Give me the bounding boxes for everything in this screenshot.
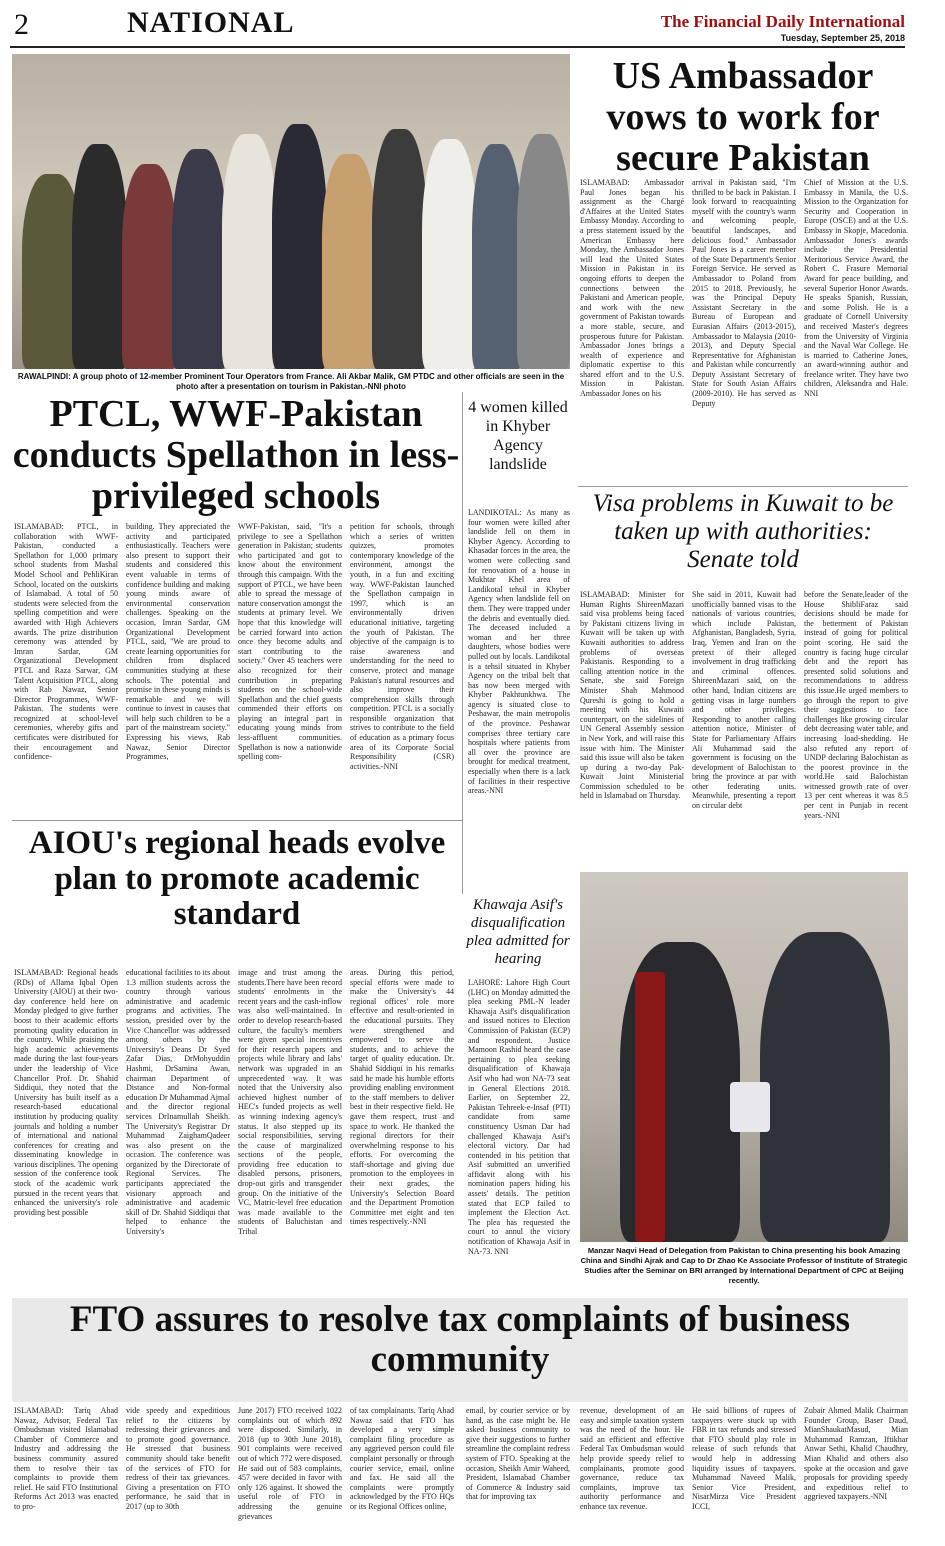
column-divider: [462, 392, 463, 894]
ptcl-col-1: ISLAMABAD: PTCL, in collaboration with WWF-Pakistan, conducted a Spellathon for 1,000 primary school students from Mashal Model School and PehliKiran School, located on the outskirts of Islamabad. A total of 50 students were selected from the spelling competition and were awarded with High Achievers awards. The prize distribution ceremony was attended by Imran Sardar, GM Organizational Development PTCL and Raza Sarwar, GM Talent Acquisition PTCL, along with Rab Nawaz, Senior Director Programmes, WWF-Pakistan. The students were recognized at school-level ceremonies, whereby gifts and certificates were distributed for their encouragement and confidence-: [14, 522, 118, 762]
kuwait-headline: Visa problems in Kuwait to be taken up with authorities: Senate told: [592, 490, 894, 573]
section-title: NATIONAL: [127, 6, 295, 39]
kuwait-col-2: She said in 2011, Kuwait had unofficially banned visas to the nationals of various countries, which include Pakistan, Afghanistan, Bangladesh, Syria, Iraq, Yemen and Iran on the pretext of their alleged involvement in drug trafficking and criminal offences. ShireenMazari said, on the other hand, Indian citizens are getting visas in large numbers and other privileges. Responding to another calling attention notice, Minister of State for Parliamentary Affairs Ali Muhammad said the government is focusing on the development of Balochistan to bring the province at par with other federating units. Meanwhile, presenting a report on circular debt: [692, 590, 796, 811]
paper-title: The Financial Daily International: [660, 12, 905, 31]
ptcl-col-3: WWF-Pakistan, said, "It's a privilege to see a Spellathon generation in Pakistan; students who participated and got to know about the environment through this campaign. With the support of PTCL, we have been able to spread the message of nature conservation amongst the students at primary level. We hope that this knowledge will be carried forward into action once they become adults and start contributing to the society." Over 45 teachers were also recognized for their contribution in preparing students on the school-wide Spellathon and the chief guests commended their efforts on playing an integral part in educating young minds from less-affluent communities. Spellathon is now a nationwide spelling com-: [238, 522, 342, 762]
fto-col-3: June 2017) FTO received 1022 complaints out of which 892 were disposed. Similarly, in 2018 (up to 30th June 2018), 901 complaints were received out of which 772 were disposed. He said out of 583 complaints, 457 were decided in favor with only 126 against. It showed the useful role of FTO in addressing the genuine grievances: [238, 1406, 342, 1521]
fto-col-8: Zubair Ahmed Malik Chairman Founder Group, Baser Daud, MianShaukatMasud, Mian Muhammad Ramzan, Iftikhar Anwar Sethi, Khalid Chaudhry, Mian Khalid and others also spoke at the occasion and gave proposals for providing speedy and expeditious relief to aggrieved taxpayers.-NNI: [804, 1406, 908, 1502]
group-photo: [12, 54, 570, 369]
aiou-col-2: educational facilities to its about 1.3 million students across the country through various administrative and academic programs and activities. The session, presided over by the Vice Chancellor was addressed among others by the University's Deans Dr Syed Zafar Dias, DrMohyuddin Hashmi, DrSamina Awan, chairman Department of Distance and Non-formal education Dr Muhammad Ajmal and the director regional services DrInamullah Sheikh. The University's Registrar Dr Muhammad ZaighamQadeer was also present on the occasion. The conference was organized by the Directorate of Regional Services. The participants appreciated the visionary approach and administrative and academic skill of Dr. Shahid Siddiqui that helped to enhance the University's: [126, 968, 230, 1237]
fto-headline: FTO assures to resolve tax complaints of business community: [69, 1299, 851, 1380]
aiou-col-4: areas. During this period, special efforts were made to make the University's 44 regional offices' role more effective and result-oriented in the educational pursuits. They were strengthened and empowered to serve the students, and to achieve the target of quality education. Dr. Shahid Siddiqui in his remarks said he made his humble efforts providing enabling environment to the staff members to deliver best in their respective field. He gave them respect, trust and space to work. He thanked the regional directors for their overwhelming response to his efforts. For overcoming the staff-shortage and giving due promotion to the employees in their next grades, the University's Selection Board and the Department Promotion Committee met eight and ten times respectively.-NNI: [350, 968, 454, 1227]
fto-col-1: ISLAMABAD: Tariq Ahad Nawaz, Advisor, Federal Tax Ombudsman visited Islamabad Chamber of Commerce and Industry and addressing the business community assured them to resolve their tax complaints to provide them relief. He said FTO Institutional Reforms Act 2013 was enacted to pro-: [14, 1406, 118, 1511]
fto-col-7: He said billions of rupees of taxpayers were stuck up with FBR in tax refunds and stressed that FTO should play role in release of such refunds that would help in addressing liquidity issues of taxpayers. Muhammad Naveed Malik, Senior Vice President, NisarMirza Vice President ICCI,: [692, 1406, 796, 1511]
fto-col-6: revenue, development of an easy and simple taxation system was the need of the hour. He said an efficient and effective Federal Tax Ombudsman would help provide speedy relief to complainants, promote good governance, reduce tax complaints, improve tax authority performance and enhance tax revenue.: [580, 1406, 684, 1511]
masthead: [0, 0, 945, 48]
khawaja-headline: Khawaja Asif's disqualification plea admitted for hearing: [466, 897, 570, 967]
fto-col-4: of tax complainants. Tariq Ahad Nawaz said that FTO has developed a very simple complaint filing procedure as any aggrieved person could file complaint personally or through courier service, email, online and fax. He said all the complaints were promptly acknowledged by the FTO HQs or its Regional Offices online,: [350, 1406, 454, 1511]
ptcl-headline: PTCL, WWF-Pakistan conducts Spellathon in less-privileged schools: [12, 393, 460, 518]
delegation-photo: [580, 872, 908, 1242]
ptcl-col-4: petition for schools, through which a series of written quizzes, promotes contemporary knowledge of the environment, amongst the youth, in a fun and exciting way. WWF-Pakistan launched the Spellathon campaign in 1997, which is an environmentally driven educational initiative, targeting the youth of Pakistan. The objective of the campaign is to raise awareness and understanding for the need to conserve, protect and manage Pakistan's natural resources and also improve their comprehension skills through competition. PTCL is a socially responsible organization that strives to contribute to the field of education as a primary focus area of its Corporate Social Responsibility (CSR) activities.-NNI: [350, 522, 454, 771]
group-photo-caption: RAWALPINDI: A group photo of 12-member Prominent Tour Operators from France. Ali Akbar Malik, GM PTDC and other officials are seen in the photo after a presentation on tourism in Pakistan.-NNI photo: [17, 372, 565, 391]
fto-col-2: vide speedy and expeditious relief to the citizens by redressing their grievances and to promote good governance. He stressed that business community should take benefit of the services of FTO for redress of their tax grievances. Giving a presentation on FTO performance, he said that in 2017 (up to 30th: [126, 1406, 230, 1511]
section-divider: [12, 820, 462, 821]
delegation-photo-caption: Manzar Naqvi Head of Delegation from Pakistan to China presenting his book Amazing China and Sindhi Ajrak and Cap to Dr Zhao Ke Associate Professor of Institute of Strategic Studies after the Seminar on BRI arranged by International Department of CPC at Beijing recently.: [580, 1246, 908, 1285]
ptcl-col-2: building. They appreciated the activity and participated enthusiastically. Teachers were also present to support their students and considered this event valuable in terms of confidence building and making young minds aware of environmental conservation challenges. Speaking on the occasion, Imran Sardar, GM Organizational Development PTCL, said, "We are proud to create learning opportunities for children from displaced communities studying at these schools. The potential and promise in these young minds is remarkable and we will continue to invest in causes that will help such children to be a part of the mainstream society." Expressing his views, Rab Nawaz, Senior Director Programmes,: [126, 522, 230, 762]
us-ambassador-col-2: arrival in Pakistan said, "I'm thrilled to be back in Pakistan. I look forward to reacquainting myself with the country's warm and welcoming people, beautiful landscapes, and delicious food." Ambassador Paul Jones is a career member of the State Department's Senior Foreign Service. He served as Ambassador to Poland from 2015 to 2018. Previously, he was the Principal Deputy Assistant Secretary in the Bureau of European and Eurasian Affairs (2013-2015), Ambassador to Malaysia (2010-2013), and Deputy Special Representative for Afghanistan and Pakistan while concurrently Deputy Assistant Secretary of State for South Asian Affairs (2009-2010). He has served as Deputy: [692, 178, 796, 408]
masthead-rule: [10, 46, 905, 48]
kuwait-col-1: ISLAMABAD: Minister for Human Rights ShireenMazari said visa problems being faced by Pakistani citizens living in Kuwait will be taken up with Kuwaiti authorities to address problems of overseas Pakistanis. Responding to a calling attention notice in the Senate, she said Foreign Minister Shah Mahmood Qureshi is going to hold a meeting with his Kuwaiti counterpart, on the sidelines of UN General Assembly session in New York, and will raise this issue with him. The Minister said this issue will also be taken up during a two-day Pak-Kuwait Joint Ministerial Commission scheduled to be held in Islamabad on Thursday.: [580, 590, 684, 801]
page-number: 2: [14, 8, 29, 41]
aiou-col-3: image and trust among the students.There have been record students' enrolments in the recent years and the cash-inflow was also well-maintained. In order to develop research-based culture, the faculty's members were given special incentives for their research papers and projects while library and labs' network was upgraded in an unprecedented way. It was noted that the University also achieved highest number of HEC's funded projects as well as winning indexing agency's status. It also stepped up its social responsibilities, serving the cause of marginalized sections of the people, providing free education to disabled persons, prisoners, drop-out girls and transgender group. On the initiative of the VC, Matric-level free education was made available to the students of Baluchistan and Tribal: [238, 968, 342, 1237]
aiou-col-1: ISLAMABAD: Regional heads (RDs) of Allama Iqbal Open University (AIOU) at their two-day conference held here on Monday pledged to give further boost to their academic efforts promoting quality education in the country. While praising the high academic achievements made during the last four-years under the leadership of Vice Chancellor Prof. Dr. Shahid Siddiqui, they noted that the University has built itself as a research-based educational institution by producing quality journals and holding a number of international and national conferences for creating and disseminating knowledge in various disciplines. The opening session of the conference took stock of the academic work pursued in the recent years that enhanced the university's role providing best possible: [14, 968, 118, 1217]
us-ambassador-col-1: ISLAMABAD: Ambassador Paul Jones began his assignment as the Chargé d'Affaires at the United States Embassy Monday. According to a press statement issued by the American Embassy here Monday, the Ambassador Jones will lead the United States Mission in Pakistan in its ongoing efforts to deepen the connections between the Pakistani and American people, and work with the new government of Pakistan towards a more stable, secure, and prosperous future for Pakistan. Ambassador Jones brings a wealth of experience and diplomatic expertise to this shared effort and to the U.S. Mission in Pakistan. Ambassador Jones on his: [580, 178, 684, 399]
landslide-headline: 4 women killed in Khyber Agency landslide: [468, 399, 568, 473]
kuwait-col-3: before the Senate,leader of the House ShibliFaraz said decisions should be made for the betterment of Pakistan instead of going for political point scoring. He said the country is facing huge circular debt and the report has presented solid solutions and recommendations to address this issue.He urged members to go through the report to give their suggestions to face challenges like growing circular debt decreasing water table, and increasing load-shedding. He also refuted any report of UNDP declaring Balochistan as the poorest province in the world.He said Balochistan witnessed growth rate of over 13 per cent whereas it was 8.5 per cent in Punjab in recent years.-NNI: [804, 590, 908, 820]
landslide-body: LANDIKOTAL: As many as four women were killed after landslide fell on them in Khyber Agency. According to Khasadar forces in the area, the women were collecting sand for renovation of a house in Mukhtar Khel area of Landikotal tehsil in Khyber Agency when landslide fell on them. They were trapped under the debris and eventually died. The deceased included a woman and her three daughters, whose bodies were pulled out by locals. Landikotal is a tehsil situated in Khyber Agency on the tribal belt that has now been merged with Khyber Pakhtunkhwa. The agency is situated close to Peshawar, the main metropolis of the province. Peshawar comprises three tertiary care hospitals where patients from all over the province are brought for medical treatment, especially when there is a lack of facilities in their respective areas.-NNI: [468, 508, 570, 796]
fto-col-5: email, by courier service or by hand, as the case might be. He asked business community to give their suggestions to further streamline the complaint redress system of FTO. Speaking at the occasion, Sheikh Amir Waheed, President, Islamabad Chamber of Commerce & Industry said that for improving tax: [466, 1406, 570, 1502]
issue-date: Tuesday, September 25, 2018: [780, 33, 905, 43]
aiou-headline: AIOU's regional heads evolve plan to promote academic standard: [28, 825, 446, 933]
us-ambassador-col-3: Chief of Mission at the U.S. Embassy in Manila, the U.S. Mission to the Organization for Security and Cooperation in Europe (OSCE) and at the U.S. Embassy in Skopje, Macedonia. Ambassador Jones's awards include the Presidential Meritorious Service Award, the Robert C. Frasure Memorial Award for peace building, and several Superior Honor Awards. He speaks Spanish, Russian, and some Polish. He is a graduate of Cornell University and received Master's degrees from the University of Virginia and the Naval War College. He is married to Catherine Jones, an award-winning author and freelance writer. They have two children, Aleksandra and Hale. NNI: [804, 178, 908, 399]
us-ambassador-headline: US Ambassador vows to work for secure Pakistan: [606, 55, 880, 180]
khawaja-body: LAHORE: Lahore High Court (LHC) on Monday admitted the plea seeking PML-N leader Khawaja Asif's disqualification and issued notices to Election Commission of Pakistan (ECP) and respondent. Justice Mamoon Rashid heard the case pertaining to plea seeking disqualification of Khawaja Asif who had won NA-73 seat in General Elections 2018. Earlier, on September 22, Pakistan Tehreek-e-Insaf (PTI) candidate from same constituency Usman Dar had challenged Khawaja Asif's electoral victory. Dar had contended in his petition that Asif submitted an unverified affidavit along with his nomination papers hiding his assets' details. The petition stated that ECP failed to implement the Election Act. The plea has requested the court to annul the victory notification of Khawaja Asif in NA-73. NNI: [468, 978, 570, 1256]
section-divider: [578, 486, 908, 487]
